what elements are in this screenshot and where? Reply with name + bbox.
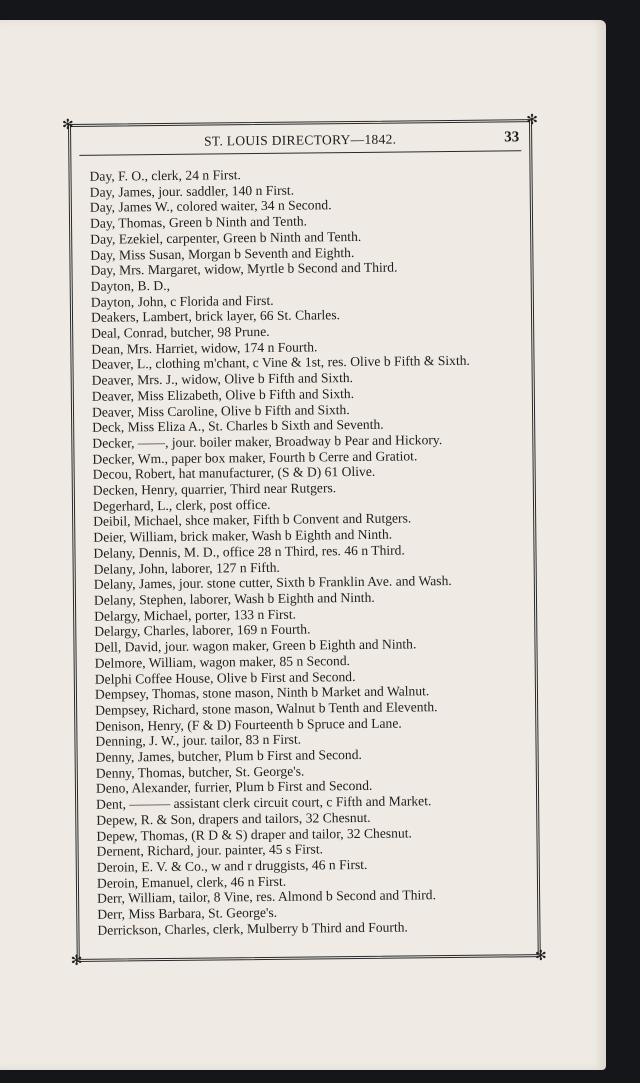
running-header bbox=[79, 126, 521, 156]
directory-entry: Deal, Conrad, butcher, 98 Prune. bbox=[91, 323, 270, 341]
corner-ornament-icon: ✻ bbox=[526, 112, 539, 129]
directory-entry: Decker, Wm., paper box maker, Fourth b Cerre and Gratiot. bbox=[92, 448, 418, 467]
directory-entry: Deaver, L., clothing m'chant, c Vine & 1st, res. Olive b Fifth & Sixth. bbox=[91, 353, 470, 373]
directory-entry: Deck, Miss Eliza A., St. Charles b Sixth and Seventh. bbox=[92, 416, 384, 436]
directory-entries bbox=[89, 164, 537, 938]
directory-entry: Deibil, Michael, shce maker, Fifth b Convent and Rutgers. bbox=[93, 510, 412, 530]
directory-entry: Deier, William, brick maker, Wash b Eighth and Ninth. bbox=[93, 526, 393, 545]
corner-ornament-icon: ✻ bbox=[534, 948, 547, 965]
directory-entry: Denny, James, butcher, Plum b First and Second. bbox=[95, 746, 362, 765]
directory-entry: Dempsey, Thomas, stone mason, Ninth b Market and Walnut. bbox=[94, 683, 430, 702]
directory-entry: Decken, Henry, quarrier, Third near Rutgers. bbox=[92, 480, 337, 498]
book-page bbox=[0, 20, 606, 1070]
directory-entry: Decker, ——, jour. boiler maker, Broadway b Pear and Hickory. bbox=[92, 432, 443, 451]
directory-entry: Day, Miss Susan, Morgan b Seventh and Eighth. bbox=[90, 244, 355, 263]
directory-entry: Deroin, Emanuel, clerk, 46 n First. bbox=[96, 873, 287, 891]
corner-ornament-icon: ✻ bbox=[70, 952, 83, 970]
directory-entry: Denny, Thomas, butcher, St. George's. bbox=[95, 763, 305, 781]
directory-entry: Deno, Alexander, furrier, Plum b First and Second. bbox=[95, 778, 373, 797]
directory-entry: Dayton, B. D., bbox=[90, 277, 171, 294]
directory-entry: Delmore, William, wagon maker, 85 n Second. bbox=[94, 652, 351, 671]
page-number: 33 bbox=[504, 129, 520, 146]
directory-entry: Derr, Miss Barbara, St. George's. bbox=[97, 904, 278, 922]
directory-entry: Deroin, E. V. & Co., w and r druggists, 46 n First. bbox=[96, 856, 368, 875]
directory-entry: Deaver, Mrs. J., widow, Olive b Fifth and Sixth. bbox=[91, 370, 354, 388]
page-border-frame bbox=[61, 112, 547, 970]
directory-entry: Delany, Stephen, laborer, Wash b Eighth and Ninth. bbox=[93, 589, 375, 608]
corner-ornament-icon: ✻ bbox=[61, 116, 74, 134]
directory-entry: Derr, William, tailor, 8 Vine, res. Almond b Second and Third. bbox=[97, 887, 437, 907]
directory-entry: Denning, J. W., jour. tailor, 83 n First. bbox=[95, 731, 302, 750]
directory-entry: Delany, James, jour. stone cutter, Sixth b Franklin Ave. and Wash. bbox=[93, 573, 452, 593]
directory-entry: Denison, Henry, (F & D) Fourteenth b Spruce and Lane. bbox=[95, 715, 402, 734]
directory-entry: Delany, Dennis, M. D., office 28 n Third, res. 46 n Third. bbox=[93, 542, 405, 561]
directory-entry: Degerhard, L., clerk, post office. bbox=[92, 496, 271, 514]
directory-entry: Dernent, Richard, jour. painter, 45 s First. bbox=[96, 841, 324, 859]
running-title: ST. LOUIS DIRECTORY—1842. bbox=[203, 131, 397, 149]
directory-entry: Dempsey, Richard, stone mason, Walnut b Tenth and Eleventh. bbox=[95, 699, 438, 718]
directory-entry: Day, F. O., clerk, 24 n First. bbox=[89, 167, 241, 184]
directory-entry: Depew, Thomas, (R D & S) draper and tailor, 32 Chesnut. bbox=[96, 824, 412, 844]
directory-entry: Deaver, Miss Caroline, Olive b Fifth and Sixth. bbox=[91, 401, 350, 420]
directory-entry: Delphi Coffee House, Olive b First and Second. bbox=[94, 668, 356, 687]
directory-entry: Deakers, Lambert, brick layer, 66 St. Charles. bbox=[90, 307, 341, 326]
directory-entry: Dean, Mrs. Harriet, widow, 174 n Fourth. bbox=[91, 339, 318, 357]
directory-entry: Day, Thomas, Green b Ninth and Tenth. bbox=[89, 213, 308, 231]
directory-entry: Derrickson, Charles, clerk, Mulberry b Third and Fourth. bbox=[97, 919, 408, 938]
directory-entry: Decou, Robert, hat manufacturer, (S & D) 61 Olive. bbox=[92, 464, 376, 483]
directory-entry: Day, James W., colored waiter, 34 n Second. bbox=[89, 197, 332, 216]
directory-entry: Dayton, John, c Florida and First. bbox=[90, 292, 274, 310]
directory-entry: Delargy, Charles, laborer, 169 n Fourth. bbox=[94, 621, 311, 640]
directory-entry: Delargy, Michael, porter, 133 n First. bbox=[94, 606, 297, 624]
directory-entry: Dell, David, jour. wagon maker, Green b Eighth and Ninth. bbox=[94, 636, 417, 655]
directory-entry: Day, Ezekiel, carpenter, Green b Ninth and Tenth. bbox=[90, 228, 362, 247]
directory-entry: Deaver, Miss Elizabeth, Olive b Fifth and Sixth. bbox=[91, 385, 355, 404]
directory-entry: Dent, ——— assistant clerk circuit court, c Fifth and Market. bbox=[96, 793, 432, 812]
directory-entry: Delany, John, laborer, 127 n Fifth. bbox=[93, 559, 280, 577]
directory-entry: Depew, R. & Son, drapers and tailors, 32 Chesnut. bbox=[96, 809, 371, 828]
directory-entry: Day, Mrs. Margaret, widow, Myrtle b Second and Third. bbox=[90, 259, 398, 278]
directory-entry: Day, James, jour. saddler, 140 n First. bbox=[89, 182, 295, 200]
